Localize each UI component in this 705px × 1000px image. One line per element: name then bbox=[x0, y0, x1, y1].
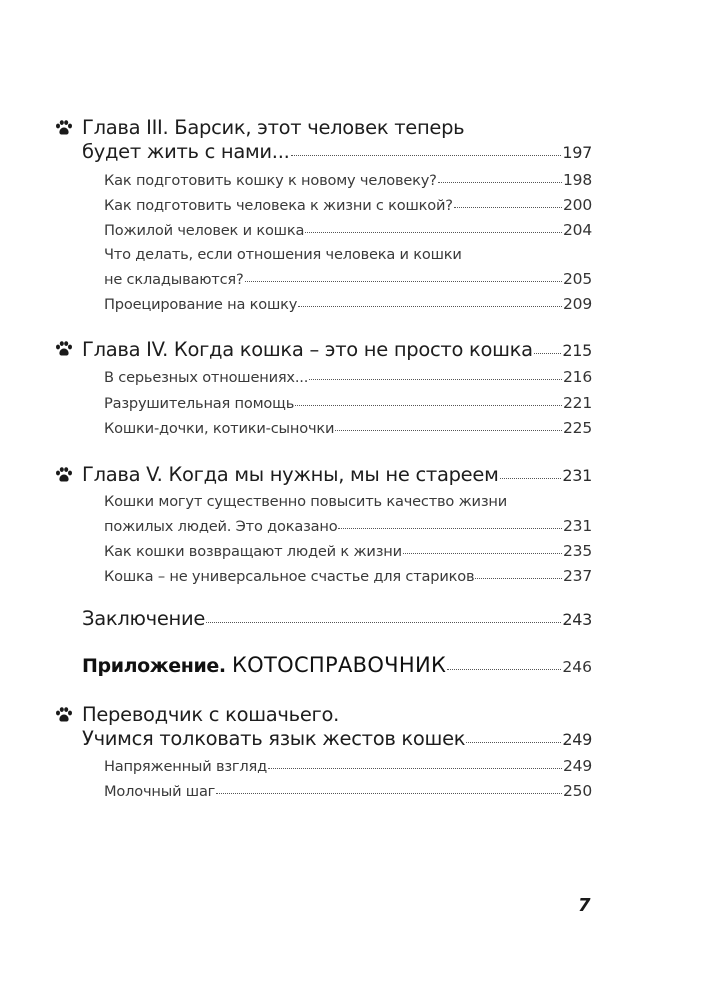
leader-dots bbox=[454, 207, 562, 208]
toc-entry[interactable] bbox=[104, 368, 592, 386]
leader-dots bbox=[268, 768, 562, 769]
entry-title: не складываются? bbox=[104, 271, 244, 288]
page-ref: 209 bbox=[563, 295, 592, 313]
leader-dots bbox=[466, 742, 561, 743]
page-ref: 216 bbox=[563, 368, 592, 386]
entry-title: Молочный шаг bbox=[104, 783, 216, 800]
leader-dots bbox=[305, 232, 562, 233]
entry-title-line1: Что делать, если отношения человека и кошки bbox=[104, 246, 462, 263]
toc-entry[interactable] bbox=[104, 567, 592, 585]
appendix-name: КОТОСПРАВОЧНИК bbox=[231, 653, 447, 677]
page-ref: 204 bbox=[563, 221, 592, 239]
appendix-title bbox=[82, 653, 446, 677]
page-ref: 250 bbox=[563, 782, 592, 800]
toc-entry-chapter-5[interactable] bbox=[82, 463, 592, 486]
translator-title-line1: Переводчик с кошачьего. bbox=[82, 703, 340, 726]
toc-entry[interactable] bbox=[104, 782, 592, 800]
entry-title: Разрушительная помощь bbox=[104, 395, 295, 412]
toc-entry-chapter-4[interactable] bbox=[82, 338, 592, 361]
leader-dots bbox=[216, 793, 562, 794]
toc-entry-translator[interactable] bbox=[82, 727, 592, 750]
leader-dots bbox=[438, 182, 562, 183]
page-ref: 231 bbox=[562, 466, 592, 485]
page-ref: 231 bbox=[563, 517, 592, 535]
paw-icon bbox=[55, 707, 73, 723]
entry-title: Пожилой человек и кошка bbox=[104, 222, 305, 239]
leader-dots bbox=[309, 379, 562, 380]
page-ref: 215 bbox=[562, 341, 592, 360]
page-ref: 249 bbox=[563, 757, 592, 775]
leader-dots bbox=[245, 281, 562, 282]
page-ref: 200 bbox=[563, 196, 592, 214]
toc-entry[interactable] bbox=[104, 221, 592, 239]
toc-entry[interactable] bbox=[104, 196, 592, 214]
paw-icon bbox=[55, 120, 73, 136]
toc-entry-chapter-3[interactable] bbox=[82, 140, 592, 163]
entry-title: В серьезных отношениях... bbox=[104, 369, 309, 386]
toc-entry[interactable] bbox=[104, 757, 592, 775]
chapter-4-title: Глава IV. Когда кошка – это не просто кошка bbox=[82, 338, 533, 361]
toc-entry[interactable] bbox=[104, 171, 592, 189]
entry-title: Кошки-дочки, котики-сыночки bbox=[104, 420, 335, 437]
leader-dots bbox=[335, 430, 562, 431]
entry-title: Кошка – не универсальное счастье для стариков bbox=[104, 568, 475, 585]
toc-entry[interactable] bbox=[104, 419, 592, 437]
entry-title-line1: Кошки могут существенно повысить качество жизни bbox=[104, 493, 508, 510]
chapter-3-title-line2: будет жить с нами... bbox=[82, 140, 290, 163]
leader-dots bbox=[291, 155, 562, 156]
page-ref: 235 bbox=[563, 542, 592, 560]
leader-dots bbox=[295, 405, 562, 406]
page-number: 7 bbox=[578, 895, 591, 916]
chapter-3-title-line1: Глава III. Барсик, этот человек теперь bbox=[82, 116, 465, 139]
leader-dots bbox=[475, 578, 562, 579]
translator-title-line2: Учимся толковать язык жестов кошек bbox=[82, 727, 466, 750]
leader-dots bbox=[206, 622, 561, 623]
leader-dots bbox=[534, 353, 562, 354]
leader-dots bbox=[403, 553, 562, 554]
toc-entry-conclusion[interactable] bbox=[82, 607, 592, 630]
toc-entry[interactable] bbox=[104, 295, 592, 313]
paw-icon bbox=[55, 467, 73, 483]
toc-entry[interactable] bbox=[104, 517, 592, 535]
appendix-prefix: Приложение. bbox=[82, 655, 226, 677]
entry-title: Проецирование на кошку bbox=[104, 296, 298, 313]
chapter-5-title: Глава V. Когда мы нужны, мы не стареем bbox=[82, 463, 499, 486]
toc-entry-appendix[interactable] bbox=[82, 653, 592, 677]
toc-entry[interactable] bbox=[104, 270, 592, 288]
entry-title: пожилых людей. Это доказано bbox=[104, 518, 338, 535]
toc-entry[interactable] bbox=[104, 394, 592, 412]
page-ref: 205 bbox=[563, 270, 592, 288]
page-ref: 243 bbox=[562, 610, 592, 629]
toc-entry[interactable] bbox=[104, 542, 592, 560]
page-ref: 221 bbox=[563, 394, 592, 412]
page-ref: 249 bbox=[562, 730, 592, 749]
page-ref: 246 bbox=[562, 658, 592, 676]
paw-icon bbox=[55, 341, 73, 357]
page-ref: 237 bbox=[563, 567, 592, 585]
entry-title: Напряженный взгляд bbox=[104, 758, 267, 775]
entry-title: Как подготовить человека к жизни с кошкой? bbox=[104, 197, 453, 214]
page-ref: 198 bbox=[563, 171, 592, 189]
page-ref: 197 bbox=[562, 143, 592, 162]
entry-title: Как подготовить кошку к новому человеку? bbox=[104, 172, 437, 189]
conclusion-title: Заключение bbox=[82, 607, 206, 630]
leader-dots bbox=[298, 306, 562, 307]
page-ref: 225 bbox=[563, 419, 592, 437]
entry-title: Как кошки возвращают людей к жизни bbox=[104, 543, 402, 560]
leader-dots bbox=[447, 669, 561, 670]
leader-dots bbox=[500, 478, 562, 479]
leader-dots bbox=[338, 528, 562, 529]
